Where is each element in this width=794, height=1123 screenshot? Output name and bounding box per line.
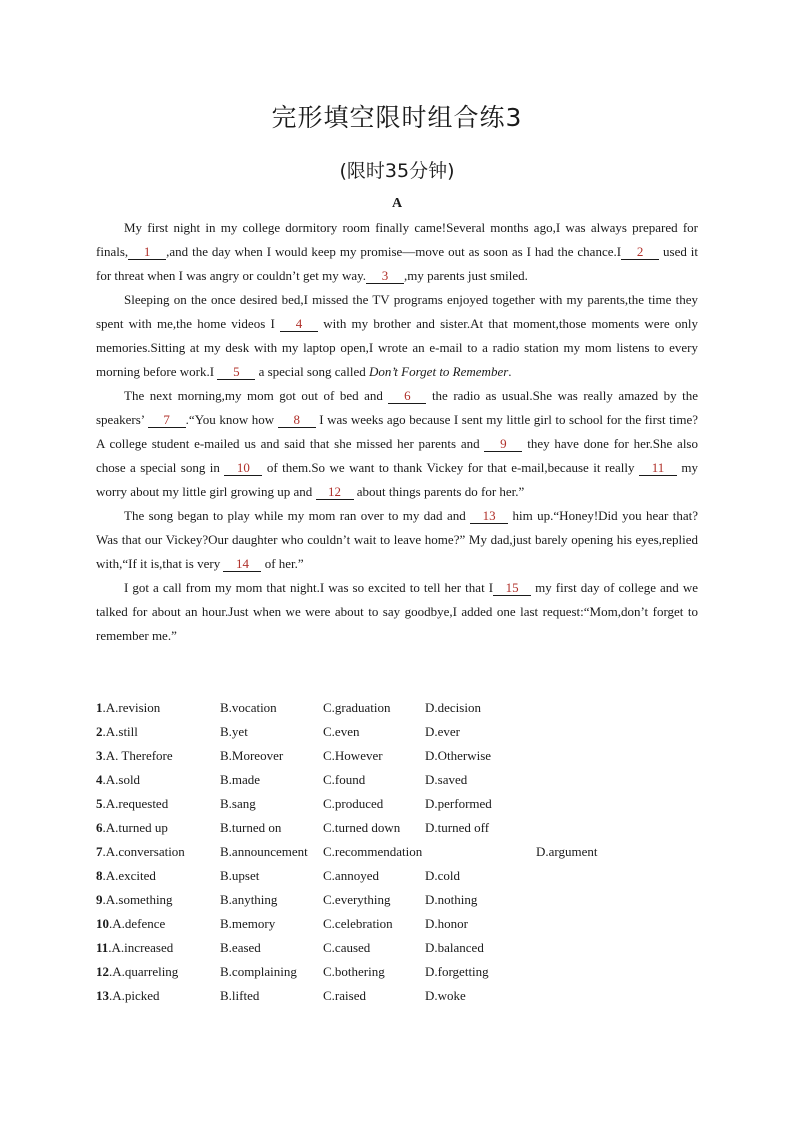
question-number: 1 <box>96 700 103 715</box>
option-a-text: .A.picked <box>109 988 160 1003</box>
passage-text: of her.” <box>264 556 304 571</box>
passage-text: My first night in my college dormitory room finally came!Several months ago,I was always prepared for finals, <box>96 220 698 259</box>
option-c: C.celebration <box>323 916 393 931</box>
option-a-text: .A.revision <box>102 700 161 715</box>
question-number: 11 <box>96 940 109 955</box>
option-a <box>96 696 160 720</box>
option-a-text: .A.something <box>102 892 173 907</box>
option-c: C.bothering <box>323 964 385 979</box>
option-c: C.turned down <box>323 820 401 835</box>
passage-text: the radio as usual.She was really amazed by the speakers’ <box>96 388 699 427</box>
question-number: 5 <box>96 796 103 811</box>
question-row <box>96 768 698 792</box>
option-d: D.balanced <box>425 940 484 955</box>
option-a <box>96 768 140 792</box>
question-number: 4 <box>96 772 103 787</box>
answer-options <box>96 696 698 1008</box>
blank-9: 9 <box>484 436 522 452</box>
option-a-text: .A.quarreling <box>109 964 179 979</box>
option-d: D.ever <box>425 724 461 739</box>
blank-10: 10 <box>224 460 262 476</box>
option-a <box>96 912 165 936</box>
passage-text: a special song called <box>258 364 366 379</box>
option-a-text: .A.excited <box>102 868 156 883</box>
option-d: D.Otherwise <box>425 748 492 763</box>
song-title: Don’t Forget to Remember <box>369 364 509 379</box>
passage-text: with my brother and sister.At that moment,those moments were only memories.Sitting at my desk with my laptop open,I wrote an e-mail to a radio station my mom listens to every morning before work.I <box>96 316 698 379</box>
question-number: 13 <box>96 988 109 1003</box>
paragraph-1 <box>96 216 698 288</box>
blank-14: 14 <box>223 556 261 572</box>
option-b: B.anything <box>220 892 278 907</box>
option-a <box>96 816 168 840</box>
option-d: D.argument <box>536 844 598 859</box>
option-a-text: .A. Therefore <box>102 748 173 763</box>
option-d: D.nothing <box>425 892 478 907</box>
option-b: B.lifted <box>220 988 260 1003</box>
question-number: 9 <box>96 892 103 907</box>
question-row <box>96 720 698 744</box>
blank-12: 12 <box>316 484 354 500</box>
passage-text: him up.“Honey!Did you hear that?Was that our Vickey?Our daughter who couldn’t wait to leave home?” My dad,just barely opening his eyes,replied with,“If it is,that is very <box>96 508 699 571</box>
question-row <box>96 936 698 960</box>
question-row <box>96 816 698 840</box>
option-c: C.graduation <box>323 700 391 715</box>
option-a <box>96 864 156 888</box>
page-title: 完形填空限时组合练3 <box>271 103 523 132</box>
passage-text: my worry about my little girl growing up and <box>96 460 699 499</box>
passage-text: I got a call from my mom that night.I was so excited to tell her that I <box>124 580 494 595</box>
option-a-text: .A.increased <box>108 940 174 955</box>
passage-text: used it for threat when I was angry or couldn’t get my way. <box>96 244 698 283</box>
blank-15: 15 <box>493 580 531 596</box>
question-number: 8 <box>96 868 103 883</box>
option-d: D.turned off <box>425 820 490 835</box>
option-b: B.announcement <box>220 844 308 859</box>
option-a-text: .A.turned up <box>102 820 168 835</box>
blank-13: 13 <box>470 508 508 524</box>
paragraph-3 <box>96 384 698 504</box>
blank-11: 11 <box>639 460 677 476</box>
passage-text: .“You know how <box>185 412 275 427</box>
option-a-text: .A.defence <box>109 916 166 931</box>
option-a <box>96 936 173 960</box>
section-label: A <box>391 196 403 211</box>
option-b: B.made <box>220 772 261 787</box>
question-row <box>96 912 698 936</box>
option-b: B.Moreover <box>220 748 284 763</box>
question-row <box>96 960 698 984</box>
passage-text: The next morning,my mom got out of bed and <box>124 388 383 403</box>
cloze-passage <box>96 216 698 648</box>
option-d: D.cold <box>425 868 461 883</box>
blank-8: 8 <box>278 412 316 428</box>
question-row <box>96 864 698 888</box>
blank-6: 6 <box>388 388 426 404</box>
option-c: C.found <box>323 772 366 787</box>
blank-2: 2 <box>621 244 659 260</box>
paragraph-5 <box>96 576 698 648</box>
option-b: B.complaining <box>220 964 297 979</box>
question-number: 10 <box>96 916 109 931</box>
question-row <box>96 984 698 1008</box>
question-number: 6 <box>96 820 103 835</box>
blank-5: 5 <box>217 364 255 380</box>
question-row <box>96 744 698 768</box>
passage-text: I was weeks ago because I sent my little girl to school for the first time?A college student e-mailed us and said that she missed her parents and <box>96 412 699 451</box>
blank-1: 1 <box>128 244 166 260</box>
passage-text: ,and the day when I would keep my promise—move out as soon as I had the chance.I <box>166 244 622 259</box>
passage-text: The song began to play while my mom ran over to my dad and <box>124 508 466 523</box>
time-limit-subtitle: (限时35分钟) <box>339 160 455 182</box>
option-c: C.everything <box>323 892 391 907</box>
blank-7: 7 <box>148 412 186 428</box>
option-a <box>96 720 138 744</box>
option-c: C.recommendation <box>323 844 423 859</box>
option-a-text: .A.requested <box>102 796 169 811</box>
blank-3: 3 <box>366 268 404 284</box>
option-a-text: .A.still <box>102 724 138 739</box>
option-c: C.However <box>323 748 383 763</box>
blank-4: 4 <box>280 316 318 332</box>
option-b: B.sang <box>220 796 256 811</box>
option-b: B.vocation <box>220 700 277 715</box>
passage-text: they have done for her.She also chose a special song in <box>96 436 698 475</box>
question-number: 2 <box>96 724 103 739</box>
question-row <box>96 840 698 864</box>
question-number: 12 <box>96 964 109 979</box>
option-c: C.raised <box>323 988 366 1003</box>
passage-text: ,my parents just smiled. <box>404 268 528 283</box>
option-a-text: .A.sold <box>102 772 141 787</box>
option-d: D.honor <box>425 916 468 931</box>
option-a <box>96 984 160 1008</box>
passage-text: of them.So we want to thank Vickey for that e-mail,because it really <box>266 460 635 475</box>
option-b: B.upset <box>220 868 260 883</box>
option-a <box>96 888 173 912</box>
option-d: D.forgetting <box>425 964 489 979</box>
option-c: C.produced <box>323 796 384 811</box>
question-number: 3 <box>96 748 103 763</box>
passage-text: . <box>508 364 512 379</box>
option-c: C.even <box>323 724 360 739</box>
option-a <box>96 792 168 816</box>
passage-text: Sleeping on the once desired bed,I missed the TV programs enjoyed together with my parents,the time they spent with me,the home videos I <box>96 292 698 331</box>
option-a <box>96 960 178 984</box>
question-row <box>96 888 698 912</box>
passage-text: about things parents do for her.” <box>356 484 525 499</box>
option-a-text: .A.conversation <box>102 844 185 859</box>
paragraph-4 <box>96 504 698 576</box>
option-d: D.decision <box>425 700 481 715</box>
question-row <box>96 696 698 720</box>
option-d: D.woke <box>425 988 466 1003</box>
option-d: D.performed <box>425 796 492 811</box>
option-c: C.caused <box>323 940 371 955</box>
option-a <box>96 840 185 864</box>
option-b: B.turned on <box>220 820 282 835</box>
passage-text: my first day of college and we talked for about an hour.Just when we were about to say goodbye,I added one last request:“Mom,don’t forget to remember me.” <box>96 580 698 643</box>
option-b: B.yet <box>220 724 248 739</box>
question-number: 7 <box>96 844 103 859</box>
option-a <box>96 744 173 768</box>
option-d: D.saved <box>425 772 468 787</box>
option-c: C.annoyed <box>323 868 379 883</box>
question-row <box>96 792 698 816</box>
option-b: B.memory <box>220 916 276 931</box>
paragraph-2 <box>96 288 698 384</box>
option-b: B.eased <box>220 940 261 955</box>
